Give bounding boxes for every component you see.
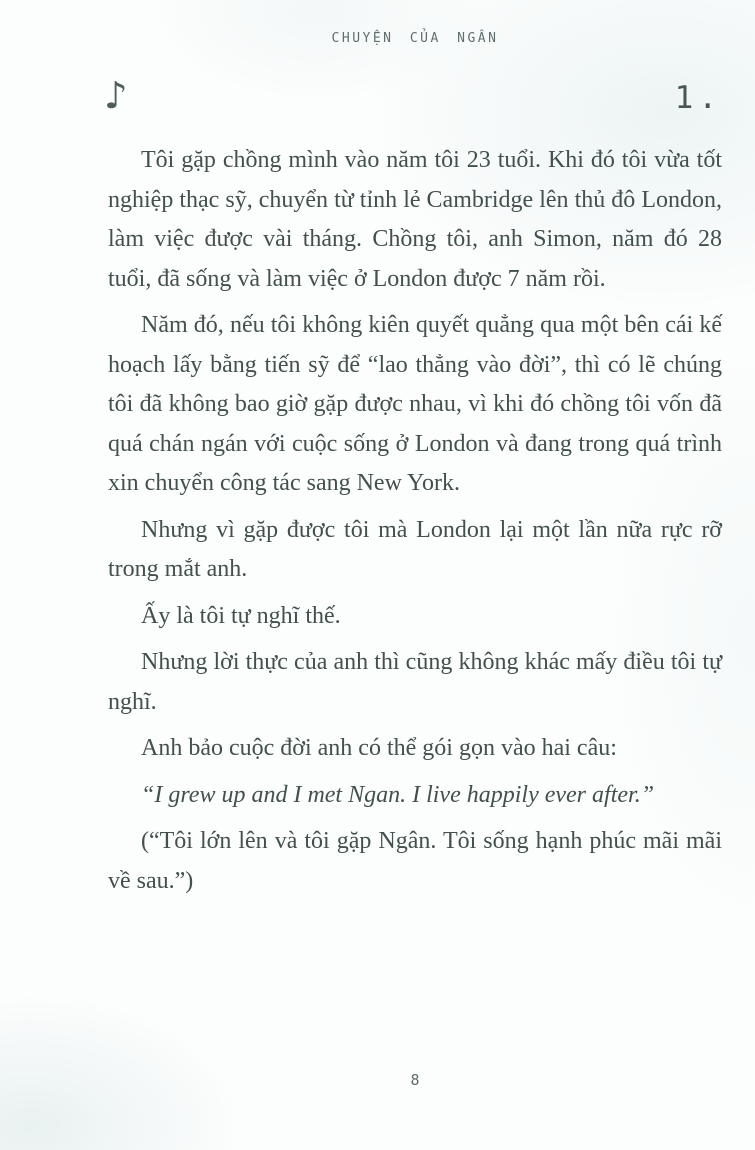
eighth-note-icon: ♪ [104, 74, 128, 117]
chapter-heading-row [104, 74, 722, 124]
paragraph: Anh bảo cuộc đời anh có thể gói gọn vào hai câu: [141, 735, 617, 761]
chapter-number: 1. [674, 80, 722, 116]
paragraph: (“Tôi lớn lên và tôi gặp Ngân. Tôi sống hạnh phúc mãi mãi về sau.”) [108, 828, 722, 894]
page-number: 8 [410, 1071, 420, 1089]
paragraph: Tôi gặp chồng mình vào năm tôi 23 tuổi. Khi đó tôi vừa tốt nghiệp thạc sỹ, chuyển từ tỉnh lẻ Cambridge lên thủ đô London, làm việc được vài tháng. Chồng tôi, anh Simon, năm đó 28 tuổi, đã sống và làm việc ở London được 7 năm rồi. [108, 147, 722, 292]
body-text [108, 141, 722, 908]
paragraph: “I grew up and I met Ngan. I live happily ever after.” [141, 781, 655, 808]
paragraph: Nhưng lời thực của anh thì cũng không khác mấy điều tôi tự nghĩ. [108, 649, 722, 715]
paragraph: Ấy là tôi tự nghĩ thế. [141, 602, 341, 629]
paragraph: Nhưng vì gặp được tôi mà London lại một lần nữa rực rỡ trong mắt anh. [108, 516, 722, 582]
paragraph: Năm đó, nếu tôi không kiên quyết quẳng qua một bên cái kế hoạch lấy bằng tiến sỹ để “lao thẳng vào đời”, thì có lẽ chúng tôi đã không bao giờ gặp được nhau, vì khi đó chồng tôi vốn đã quá chán ngán với cuộc sống ở London và đang trong quá trình xin chuyển công tác sang New York. [108, 312, 722, 496]
running-head: CHUYỆN CỦA NGÂN [331, 31, 499, 46]
